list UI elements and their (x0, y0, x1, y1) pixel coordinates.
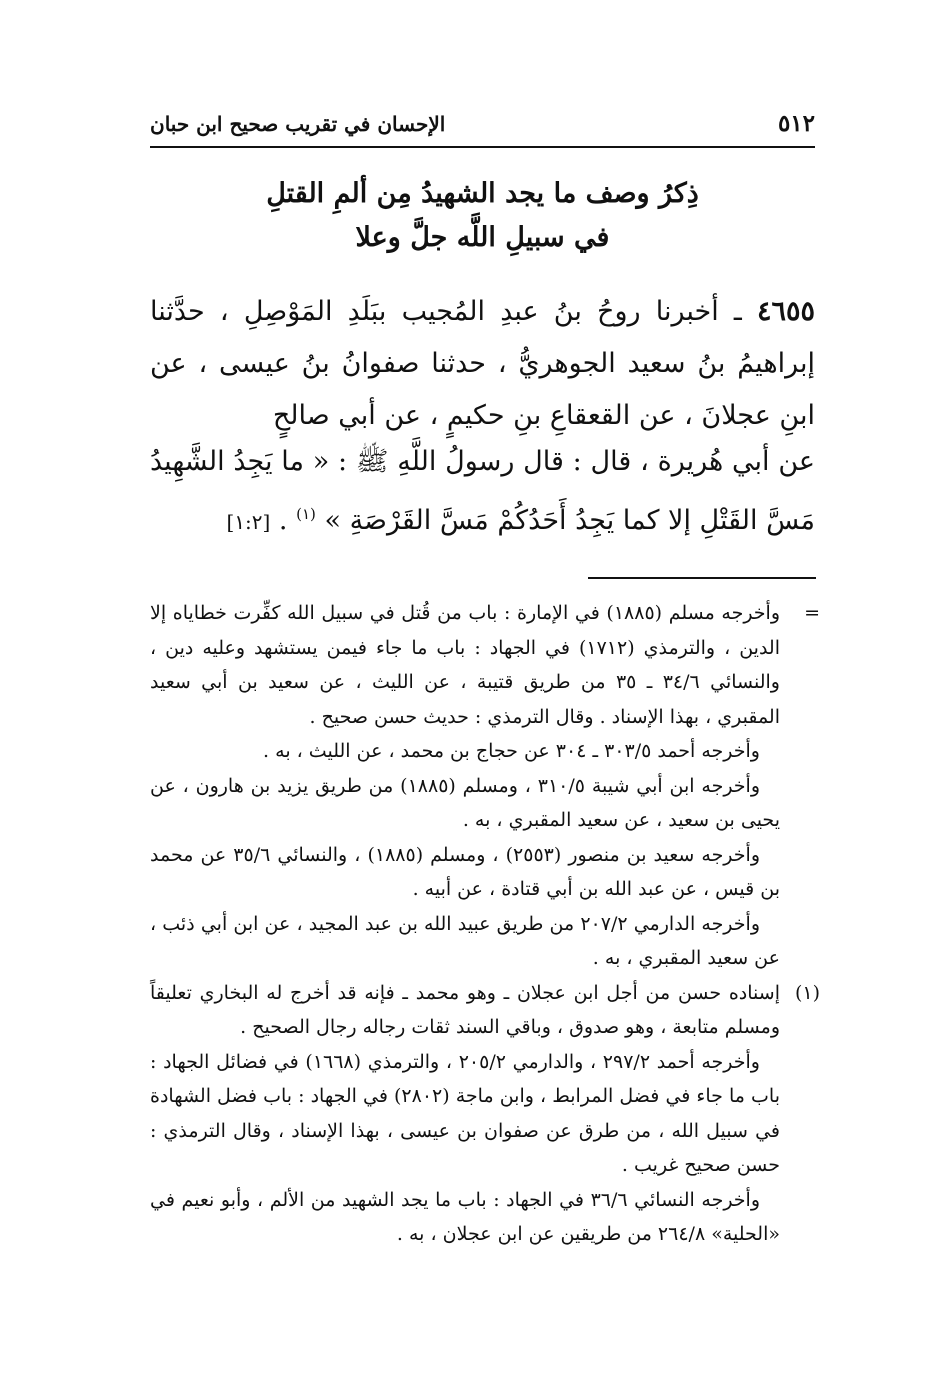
book-title: الإحسان في تقريب صحيح ابن حبان (150, 112, 446, 136)
footnote-continuation (150, 596, 820, 734)
footnote-paragraph (150, 769, 820, 838)
hadith-matn: عن أبي هُريرة ، قال : قال رسولُ اللَّهِ ﷺ : « ما يَجِدُ الشَّهِيدُ مَسَّ القَتْلِ إلا كما يَجِدُ أَحَدُكُمْ مَسَّ القَرْصَةِ » $^{(١)}$ . [١:٢] (150, 446, 815, 536)
hadith-number: ٤٦٥٥ (756, 296, 815, 327)
hadith-classification-reference: [١:٢] (226, 510, 271, 534)
footnote-paragraph-text: وأخرجه ابن أبي شيبة ٣١٠/٥ ، ومسلم (١٨٨٥) من طريق يزيد بن هارون ، عن يحيى بن سعيد ، عن سعيد المقبري ، به . (150, 774, 780, 831)
footnote-paragraph (150, 1045, 820, 1183)
footnote-paragraph (150, 734, 820, 769)
footnote-paragraph-text: وأخرجه النسائي ٣٦/٦ في الجهاد : باب ما يجد الشهيد من الألم ، وأبو نعيم في «الحلية» ٢٦٤/٨ من طريقين عن ابن عجلان ، به . (150, 1188, 780, 1245)
footnotes-section (150, 596, 820, 1252)
footnote-1-marker: (١) (794, 981, 820, 1004)
footnote-paragraph-text: وأخرجه أحمد ٣٠٣/٥ ـ ٣٠٤ عن حجاج بن محمد ، عن الليث ، به . (263, 740, 760, 762)
page-number: ٥١٢ (777, 110, 815, 137)
hadith-isnad (150, 286, 815, 442)
footnote-1 (150, 976, 820, 1045)
footnote-reference-mark: (١) (296, 505, 316, 523)
footnote-continuation-text: وأخرجه مسلم (١٨٨٥) في الإمارة : باب من قُتل في سبيل الله كفِّرت خطاياه إلا الدين ، والترمذي (١٧١٢) في الجهاد : باب ما جاء فيمن يستشهد وعليه دين ، والنسائي ٣٤/٦ ـ ٣٥ من طريق قتيبة ، عن الليث ، عن سعيد بن أبي سعيد المقبري ، بهذا الإسناد . وقال الترمذي : حديث حسن صحيح . (150, 602, 781, 728)
footnote-separator (588, 577, 816, 579)
hadith-chain-text: ـ أخبرنا روحُ بنُ عبدِ المُجيب ببَلَدِ المَوْصِلِ ، حدَّثنا إبراهيمُ بنُ سعيد الجوهريُّ ، حدثنا صفوانُ بنُ عيسى ، عن ابنِ عجلانَ ، عن القعقاعِ بنِ حكيمٍ ، عن أبي صالحٍ (150, 296, 815, 431)
chapter-heading-line-2: في سبيلِ اللَّه جلَّ وعلا (355, 222, 610, 253)
footnote-paragraph-text: وأخرجه سعيد بن منصور (٢٥٥٣) ، ومسلم (١٨٨٥) ، والنسائي ٣٥/٦ عن محمد بن قيس ، عن عبد الله بن أبي قتادة ، عن أبيه . (150, 843, 780, 900)
chapter-heading-line-1: ذِكرُ وصف ما يجد الشهيدُ مِن ألمِ القتلِ (266, 178, 699, 209)
footnote-paragraph (150, 907, 820, 976)
footnote-1-text: إسناده حسن من أجل ابن عجلان ـ وهو محمد ـ فإنه قد أخرج له البخاري تعليقاً ومسلم متابعة ، وهو صدوق ، وباقي السند ثقات رجاله رجال الصحيح . (150, 981, 780, 1038)
footnote-paragraph (150, 1183, 820, 1252)
continuation-marker: = (804, 602, 820, 624)
footnote-paragraph-text: وأخرجه الدارمي ٢٠٧/٢ من طريق عبيد الله بن عبد المجيد ، عن ابن أبي ذئب ، عن سعيد المقبري ، به . (150, 912, 780, 969)
running-header (150, 106, 815, 148)
footnote-paragraph (150, 838, 820, 907)
hadith-matn-text: عن أبي هُريرة ، قال : قال رسولُ اللَّهِ ﷺ : « ما يَجِدُ الشَّهِيدُ مَسَّ القَتْلِ إلا كما يَجِدُ أَحَدُكُمْ مَسَّ القَرْصَةِ » (150, 446, 815, 536)
footnote-paragraph-text: وأخرجه أحمد ٢٩٧/٢ ، والدارمي ٢٠٥/٢ ، والترمذي (١٦٦٨) في فضائل الجهاد : باب ما جاء في فضل المرابط ، وابن ماجة (٢٨٠٢) في الجهاد : باب فضل الشهادة في سبيل الله ، من طرق عن صفوان بن عيسى ، بهذا الإسناد ، وقال الترمذي : حسن صحيح غريب . (150, 1050, 780, 1176)
